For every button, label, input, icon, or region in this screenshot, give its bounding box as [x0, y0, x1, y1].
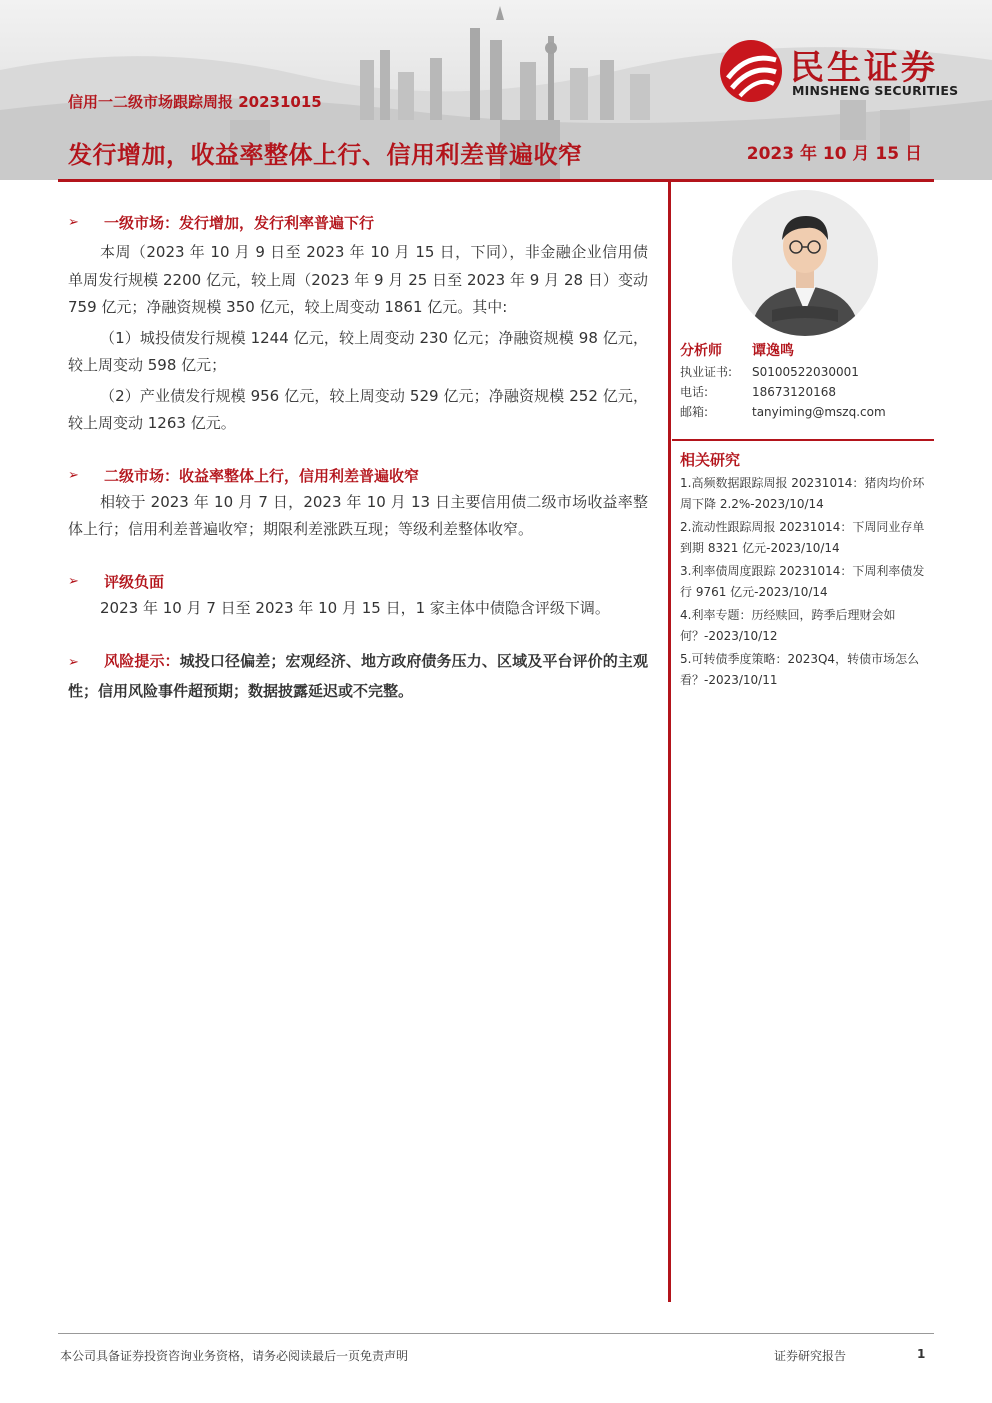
- paragraph: （1）城投债发行规模 1244 亿元，较上周变动 230 亿元；净融资规模 98 亿元，较上周变动 598 亿元；: [68, 328, 648, 374]
- summary-column: [68, 210, 648, 705]
- section-heading-text: 评级负面: [104, 572, 165, 591]
- person-portrait-icon: [732, 190, 878, 336]
- related-research-item[interactable]: 2.流动性跟踪周报 20231014：下周同业存单到期 8321 亿元-2023/10/14: [680, 520, 925, 555]
- report-header: [0, 0, 992, 180]
- risk-warning: [68, 647, 648, 705]
- logo-text-en: MINSHENG SECURITIES: [792, 83, 959, 98]
- report-date: 2023 年 10 月 15 日: [746, 144, 922, 164]
- analyst-info: [680, 340, 934, 422]
- analyst-name: 谭逸鸣: [752, 343, 794, 359]
- analyst-cert-row: [680, 362, 934, 382]
- related-research-item[interactable]: 1.高频数据跟踪周报 20231014：猪肉均价环周下降 2.2%-2023/10/14: [680, 476, 925, 511]
- risk-label: 风险提示：: [104, 652, 180, 670]
- analyst-role-label: 分析师: [680, 343, 722, 359]
- page-title: 发行增加，收益率整体上行、信用利差普遍收窄: [68, 141, 583, 169]
- analyst-phone-row: [680, 382, 934, 402]
- section-heading: [68, 569, 648, 595]
- logo-mark-icon: [718, 38, 784, 104]
- analyst-avatar: [732, 190, 878, 336]
- arrow-bullet-icon: ➢: [68, 573, 79, 589]
- section-heading: [68, 210, 648, 236]
- logo-text-cn: 民生证券: [790, 48, 938, 88]
- phone-number: 18673120168: [752, 385, 836, 399]
- section-heading-text: 一级市场：发行增加，发行利率普遍下行: [104, 214, 375, 232]
- series-title: 信用一二级市场跟踪周报 20231015: [68, 93, 322, 111]
- footer-doc-type: 证券研究报告: [774, 1349, 847, 1363]
- email-address[interactable]: tanyiming@mszq.com: [752, 405, 886, 419]
- footer-disclaimer: 本公司具备证券投资咨询业务资格，请务必阅读最后一页免责声明: [60, 1349, 409, 1363]
- arrow-bullet-icon: ➢: [68, 215, 79, 230]
- footer-divider: [58, 1333, 934, 1334]
- related-research-item[interactable]: 5.可转债季度策略：2023Q4，转债市场怎么看？-2023/10/11: [680, 652, 920, 687]
- related-research-title: 相关研究: [680, 451, 741, 469]
- related-research-item[interactable]: 4.利率专题：历经赎回，跨季后理财会如何？-2023/10/12: [680, 608, 896, 643]
- paragraph: 本周（2023 年 10 月 9 日至 2023 年 10 月 15 日，下同），非金融企业信用债单周发行规模 2200 亿元，较上周（2023 年 9 月 25 日至 2023 年 9 月 28 日）变动 759 亿元；净融资规模 350 亿元，较上周变动 1861 亿元。其中:: [68, 243, 648, 316]
- section-heading: [68, 463, 648, 489]
- section-heading-text: 二级市场：收益率整体上行，信用利差普遍收窄: [104, 466, 420, 485]
- arrow-bullet-icon: ➢: [68, 655, 79, 670]
- header-divider: [58, 179, 934, 182]
- page-number: 1: [917, 1347, 926, 1361]
- phone-label: 电话:: [680, 385, 709, 399]
- analyst-email-row: [680, 402, 934, 422]
- related-research-item[interactable]: 3.利率债周度跟踪 20231014：下周利率债发行 9761 亿元-2023/10/14: [680, 564, 925, 599]
- paragraph: （2）产业债发行规模 956 亿元，较上周变动 529 亿元；净融资规模 252 亿元，较上周变动 1263 亿元。: [68, 386, 648, 432]
- paragraph: 2023 年 10 月 7 日至 2023 年 10 月 15 日，1 家主体中债隐含评级下调。: [100, 598, 610, 617]
- arrow-bullet-icon: ➢: [68, 467, 79, 483]
- analyst-name-row: [680, 340, 934, 362]
- cert-label: 执业证书:: [680, 365, 733, 379]
- related-research-list: [680, 473, 932, 693]
- paragraph: 相较于 2023 年 10 月 7 日，2023 年 10 月 13 日主要信用债二级市场收益率整体上行；信用利差普遍收窄；期限利差涨跌互现；等级利差整体收窄。: [68, 492, 648, 538]
- email-label: 邮箱:: [680, 405, 709, 419]
- risk-text: 城投口径偏差；宏观经济、地方政府债务压力、区域及平台评价的主观性；信用风险事件超预期；数据披露延迟或不完整。: [68, 652, 648, 700]
- company-logo: [718, 38, 968, 104]
- analyst-divider: [672, 439, 934, 441]
- column-divider: [668, 182, 671, 1302]
- cert-number: S0100522030001: [752, 365, 859, 379]
